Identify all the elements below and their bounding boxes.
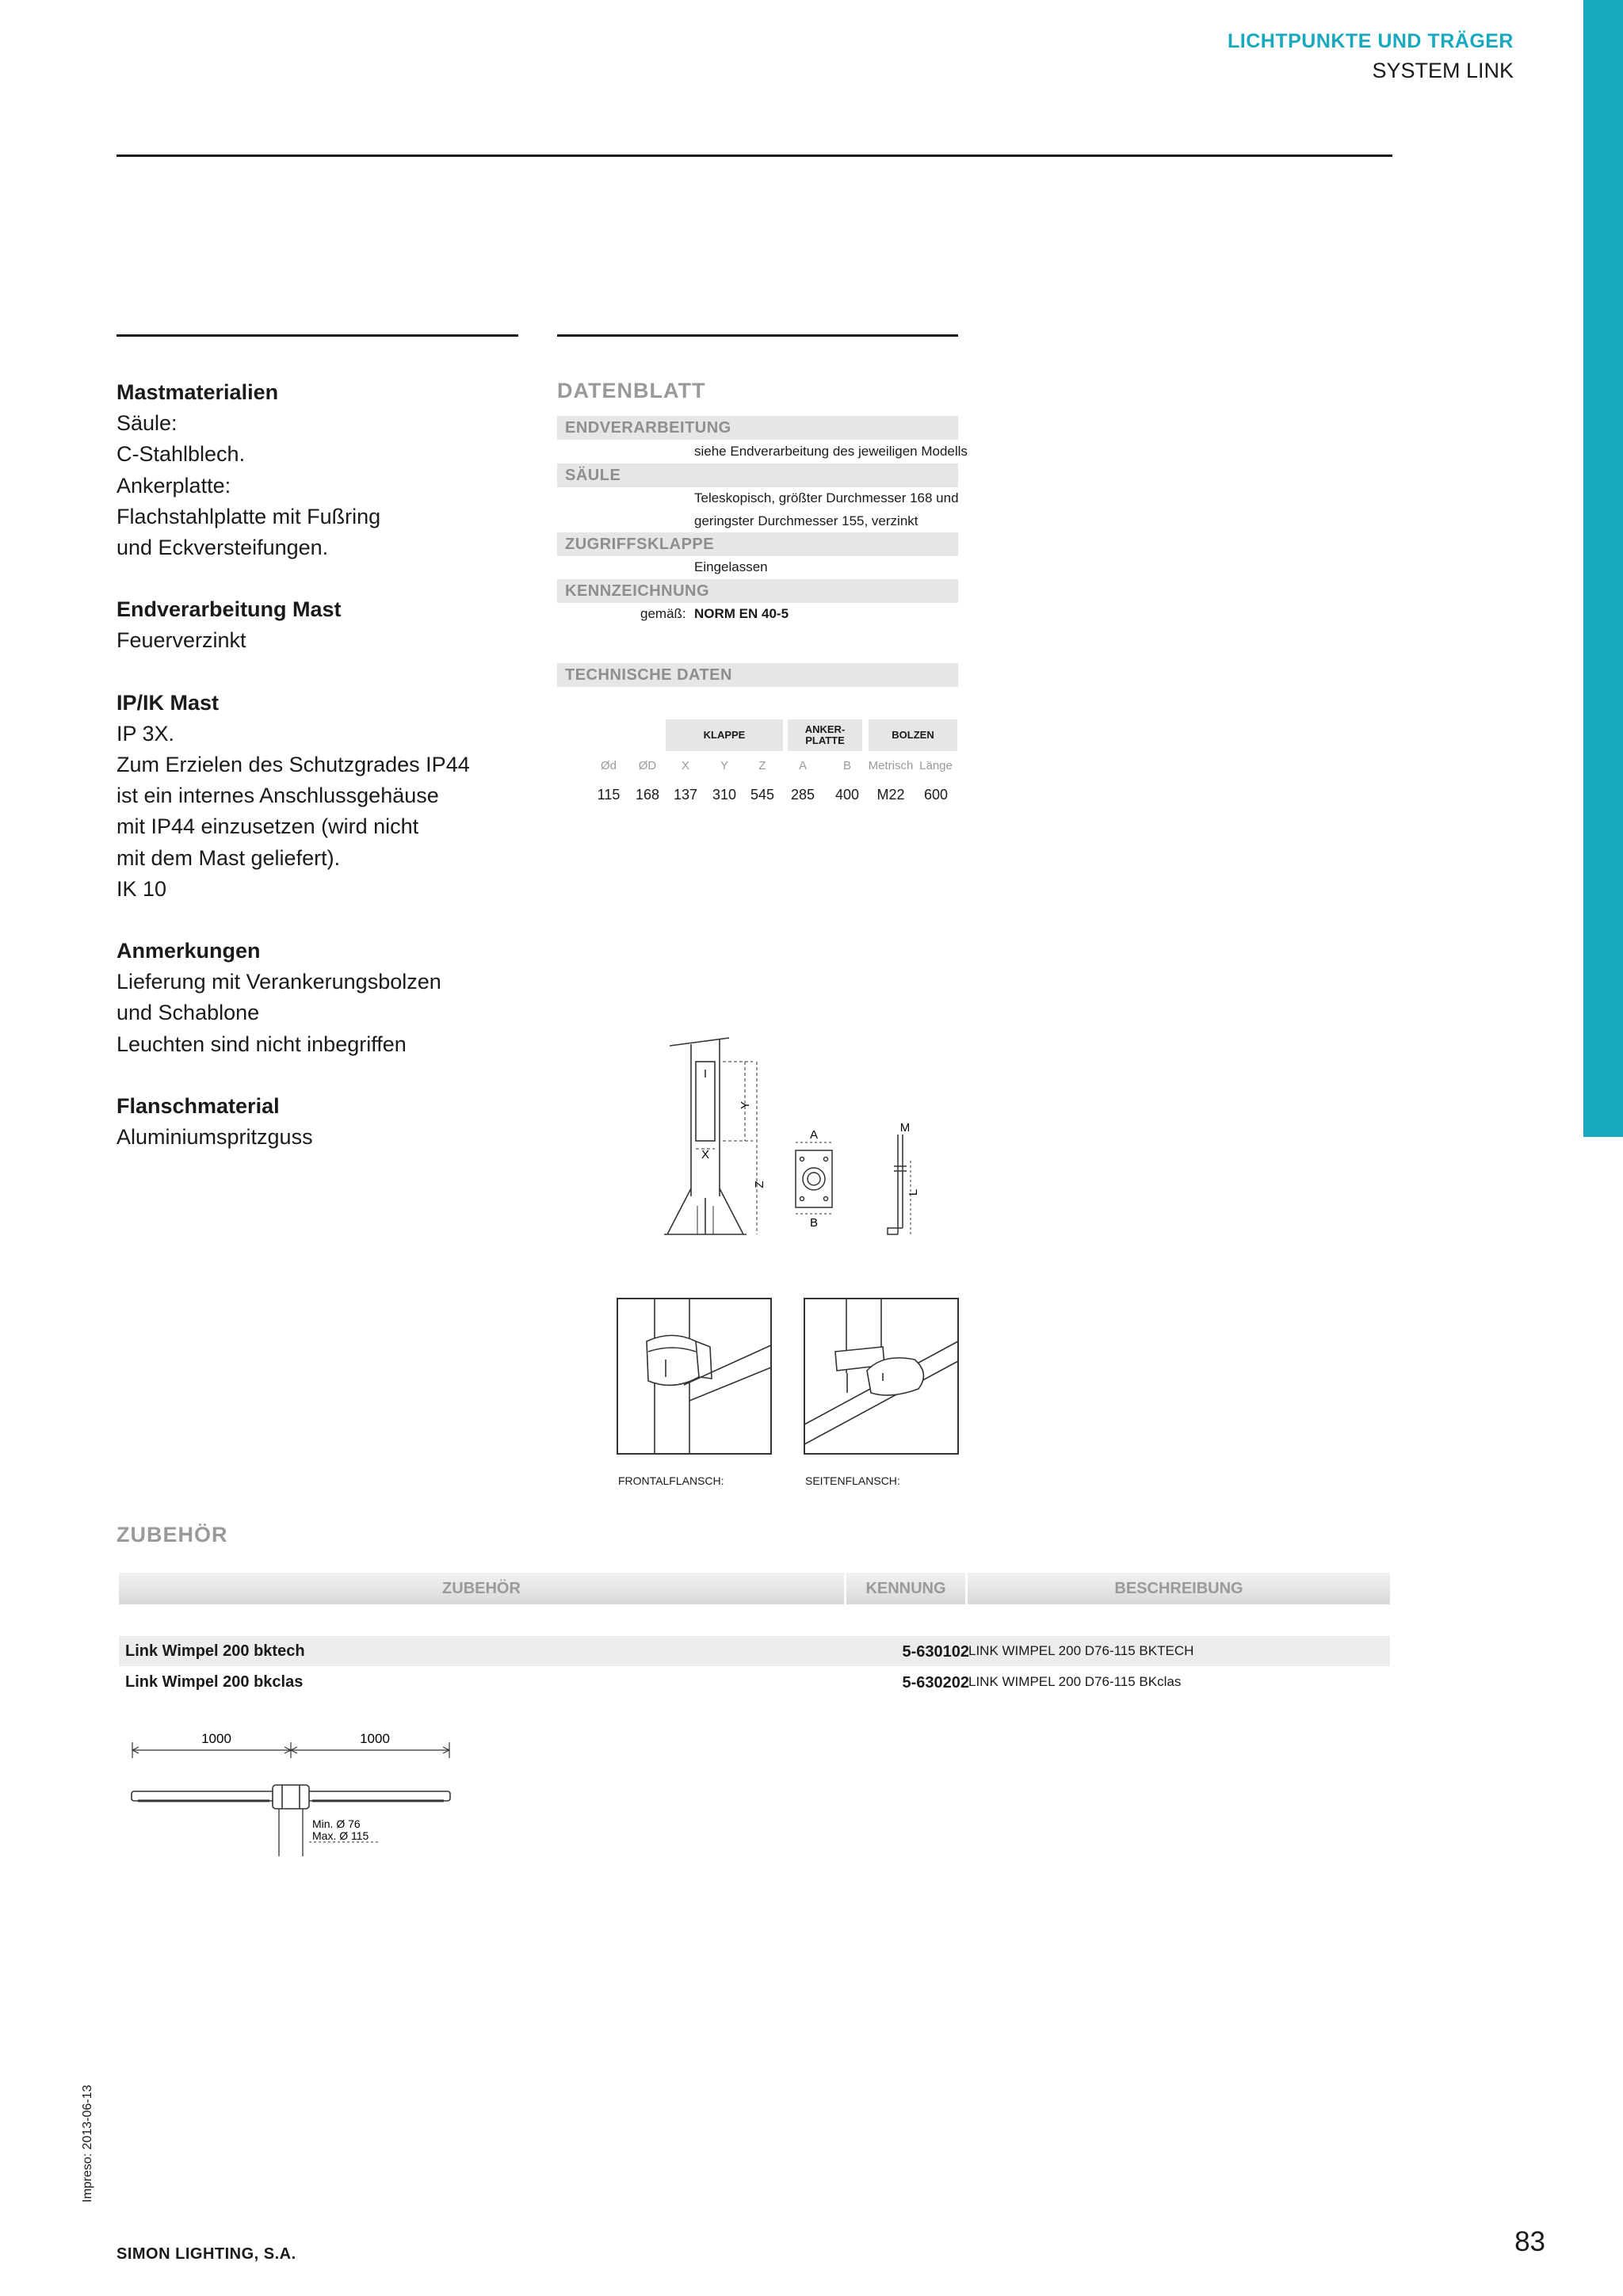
dim-label-x: X: [701, 1148, 710, 1161]
dim-left: 1000: [201, 1731, 231, 1746]
front-flange-illustration: [617, 1298, 772, 1455]
section-flanschmaterial: [116, 1091, 529, 1153]
text-line: Flachstahlplatte mit Fußring: [116, 504, 381, 528]
accessory-row: [119, 1636, 1390, 1666]
caption-front-flange: FRONTALFLANSCH:: [618, 1474, 724, 1487]
col-head-z: Z: [758, 759, 766, 772]
company-name: SIMON LIGHTING, S.A.: [116, 2245, 296, 2263]
page-number: 83: [1514, 2226, 1545, 2257]
header-system: SYSTEM LINK: [1372, 59, 1514, 82]
zugriffsklappe-text: Eingelassen: [694, 559, 768, 574]
caption-side-flange: SEITENFLANSCH:: [805, 1474, 900, 1487]
group-header-klappe: [666, 719, 783, 751]
header-category: LICHTPUNKTE UND TRÄGER: [1228, 30, 1514, 52]
val-x: 137: [673, 787, 698, 803]
text-line: C-Stahlblech.: [116, 442, 246, 467]
printed-date: Impreso: 2013-06-13: [81, 2084, 94, 2203]
accessory-description: LINK WIMPEL 200 D76-115 BKclas: [968, 1674, 1182, 1689]
side-flange-illustration: [804, 1298, 959, 1455]
datasheet-divider: [557, 334, 958, 337]
val-laenge: 600: [923, 787, 949, 803]
val-a: 285: [790, 787, 815, 803]
text-line: Zum Erzielen des Schutzgrades IP44: [116, 753, 470, 777]
left-column-divider: [116, 334, 518, 337]
dim-right: 1000: [360, 1731, 390, 1746]
band-saeule: [557, 463, 958, 487]
text-line: Säule:: [116, 411, 178, 436]
section-heading: Flanschmaterial: [116, 1093, 280, 1118]
dim-label-m: M: [899, 1121, 911, 1135]
accessories-header-name: ZUBEHÖR: [119, 1573, 844, 1604]
text-line: mit IP44 einzusetzen (wird nicht: [116, 814, 419, 839]
min-diameter-label: Min. Ø 76: [312, 1817, 361, 1830]
accent-sidebar-bar: [1583, 0, 1623, 1137]
accessory-code: 5-630202: [902, 1674, 969, 1691]
accessories-header-code: KENNUNG: [846, 1573, 965, 1604]
group-label: KLAPPE: [703, 729, 746, 741]
dim-label-z: Z: [753, 1180, 766, 1188]
accessory-description: LINK WIMPEL 200 D76-115 BKTECH: [968, 1643, 1194, 1658]
text-line: und Schablone: [116, 1001, 260, 1025]
col-head-b: B: [842, 759, 851, 772]
val-d-small: 115: [597, 787, 621, 803]
accessory-row: [119, 1667, 1390, 1697]
section-heading: Mastmaterialien: [116, 380, 279, 404]
text-line: Aluminiumspritzguss: [116, 1125, 313, 1150]
text-line: Leuchten sind nicht inbegriffen: [116, 1032, 407, 1056]
accessory-code: 5-630102: [902, 1643, 969, 1661]
kennzeichnung-value: NORM EN 40-5: [694, 606, 789, 621]
header-divider: [116, 154, 1392, 157]
section-heading: Endverarbeitung Mast: [116, 597, 342, 622]
section-heading: Anmerkungen: [116, 939, 261, 963]
saeule-text-line1: Teleskopisch, größter Durchmesser 168 und: [694, 490, 959, 505]
group-header-bolzen: [869, 719, 957, 751]
text-line: und Eckversteifungen.: [116, 536, 329, 560]
dim-label-a: A: [809, 1128, 819, 1142]
col-head-x: X: [681, 759, 689, 772]
text-line: Ankerplatte:: [116, 473, 231, 498]
section-heading: IP/IK Mast: [116, 690, 220, 715]
band-label: TECHNISCHE DATEN: [565, 666, 732, 684]
val-y: 310: [712, 787, 737, 803]
val-metrisch: M22: [876, 787, 905, 803]
band-kennzeichnung: [557, 579, 958, 603]
dim-label-b: B: [809, 1216, 819, 1230]
section-endverarbeitung: [116, 594, 529, 656]
col-head-d-small: Ød: [600, 759, 617, 772]
group-label-line1: ANKER-: [804, 723, 846, 735]
text-line: IP 3X.: [116, 721, 175, 746]
material-description: [116, 377, 529, 1184]
accessories-header-description: BESCHREIBUNG: [968, 1573, 1390, 1604]
accessory-name: Link Wimpel 200 bkclas: [125, 1673, 304, 1691]
datasheet-title: DATENBLATT: [557, 379, 706, 402]
saeule-text-line2: geringster Durchmesser 155, verzinkt: [694, 513, 918, 528]
group-label-line2: PLATTE: [805, 734, 845, 746]
band-technische-daten: [557, 663, 958, 687]
section-ip-ik: [116, 688, 529, 905]
val-z: 545: [750, 787, 775, 803]
section-anmerkungen: [116, 936, 529, 1060]
band-label: SÄULE: [565, 467, 621, 484]
text-line: mit dem Mast geliefert).: [116, 845, 341, 870]
text-line: Lieferung mit Verankerungsbolzen: [116, 970, 441, 994]
max-diameter-label: Max. Ø 115: [312, 1829, 369, 1842]
band-endverarbeitung: [557, 416, 958, 440]
kennzeichnung-prefix: gemäß:: [640, 606, 686, 621]
section-mastmaterialien: [116, 377, 529, 563]
text-line: Feuerverzinkt: [116, 628, 246, 653]
band-label: ZUGRIFFSKLAPPE: [565, 536, 715, 553]
band-label: ENDVERARBEITUNG: [565, 419, 731, 437]
band-zugriffsklappe: [557, 532, 958, 556]
accessories-title: ZUBEHÖR: [116, 1523, 228, 1547]
group-label: BOLZEN: [892, 729, 934, 741]
col-head-a: A: [798, 759, 807, 772]
band-label: KENNZEICHNUNG: [565, 582, 710, 600]
accessory-name: Link Wimpel 200 bktech: [125, 1642, 305, 1660]
group-header-ankerplatte: [788, 719, 862, 751]
dim-label-l: L: [907, 1188, 920, 1196]
col-head-y: Y: [720, 759, 728, 772]
col-head-laenge: Länge: [919, 759, 953, 772]
text-line: IK 10: [116, 876, 167, 901]
mast-technical-drawing: [650, 1030, 967, 1252]
val-b: 400: [834, 787, 860, 803]
val-d-large: 168: [635, 787, 660, 803]
text-line: ist ein internes Anschlussgehäuse: [116, 784, 439, 808]
wimpel-bracket-drawing: [127, 1731, 475, 1858]
col-head-d-large: ØD: [638, 759, 657, 772]
col-head-metrisch: Metrisch: [868, 759, 914, 772]
dim-label-y: Y: [739, 1100, 752, 1110]
endverarbeitung-text: siehe Endverarbeitung des jeweiligen Modells: [694, 444, 968, 459]
